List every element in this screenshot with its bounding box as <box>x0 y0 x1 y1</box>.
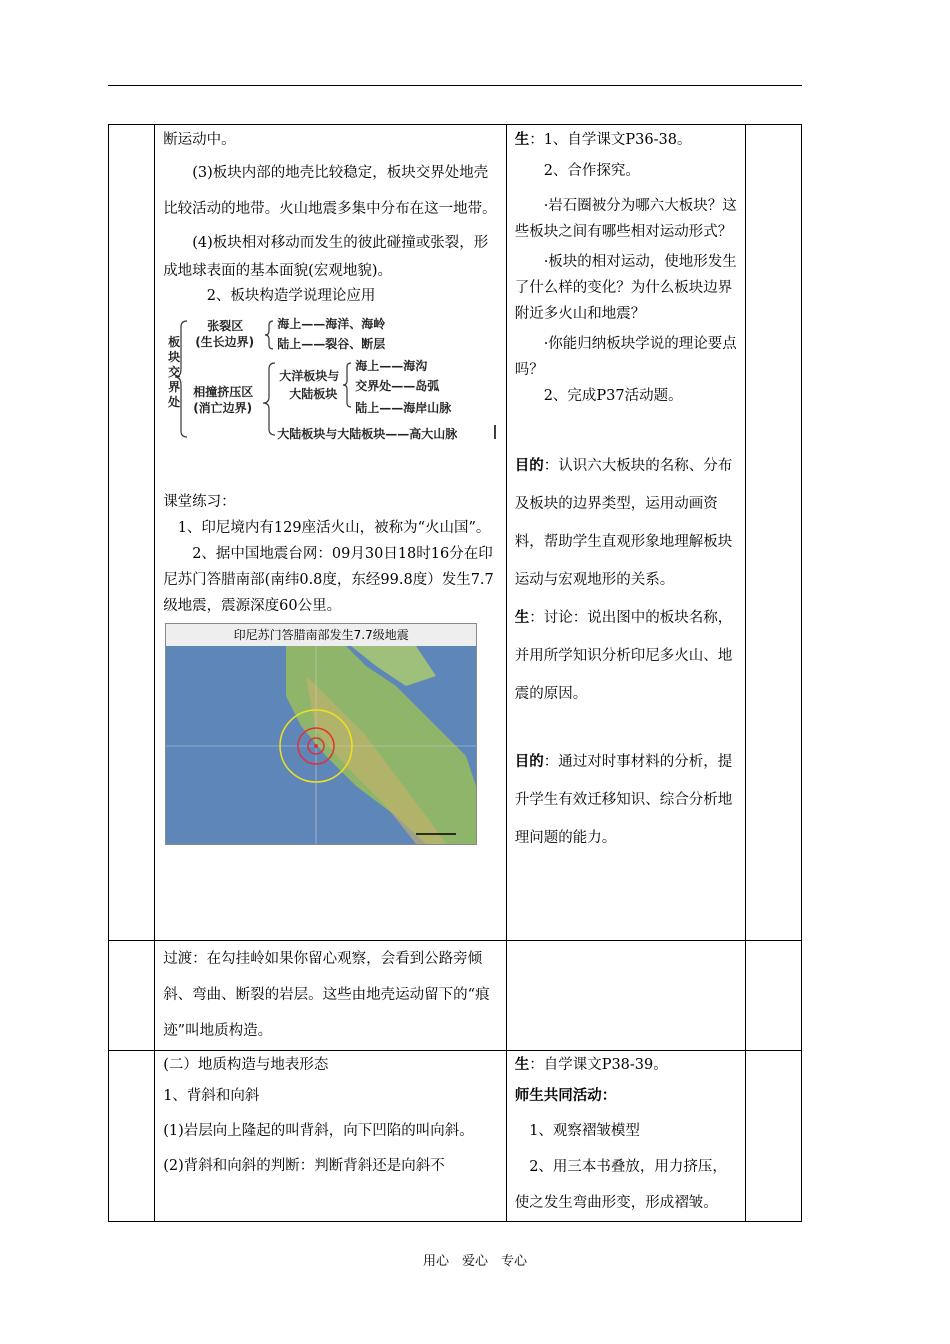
paragraph: ·你能归纳板块学说的理论要点吗？ <box>514 336 737 378</box>
empty-cell <box>506 941 745 1051</box>
paragraph: 断运动中。 <box>163 132 236 148</box>
empty-cell <box>745 941 801 1051</box>
paragraph: 1、观察褶皱模型 <box>529 1123 640 1139</box>
diagram-label: 陆上——海岸山脉 <box>355 401 452 415</box>
diagram-label: 大洋板块与 <box>279 369 340 383</box>
paragraph: 生：1、自学课文P36-38。 <box>514 132 692 148</box>
paragraph: 过渡：在勾挂岭如果你留心观察，会看到公路旁倾斜、弯曲、断裂的岩层。这些由地壳运动留下的“痕迹”叫地质构造。 <box>163 951 490 1039</box>
paragraph: (4)板块相对移动而发生的彼此碰撞或张裂，形成地球表面的基本面貌(宏观地貌)。 <box>163 235 489 279</box>
paragraph: 师生共同活动： <box>514 1088 617 1104</box>
diagram-zone2: 相撞挤压区 <box>193 385 254 399</box>
paragraph: 生：讨论：说出图中的板块名称，并用所学知识分析印尼多火山、地震的原因。 <box>514 610 733 702</box>
content-cell <box>155 1051 507 1222</box>
plate-boundary-diagram <box>165 313 505 443</box>
empty-cell <box>109 125 155 941</box>
table-row <box>109 1051 802 1222</box>
map-title: 印尼苏门答腊南部发生7.7级地震 <box>166 624 476 646</box>
paragraph: (2)背斜和向斜的判断：判断背斜还是向斜不 <box>163 1158 445 1174</box>
diagram-label: 海上——海沟 <box>355 359 428 373</box>
content-cell <box>155 941 507 1051</box>
paragraph: 2、据中国地震台网：09月30日18时16分在印尼苏门答腊南部(南纬0.8度，东经99.8度）发生7.7级地震，震源深度60公里。 <box>163 546 494 614</box>
paragraph: 2、用三本书叠放，用力挤压，使之发生弯曲形变，形成褶皱。 <box>514 1159 727 1211</box>
paragraph: 目的：通过对时事材料的分析，提升学生有效迁移知识、综合分析地理问题的能力。 <box>514 754 733 846</box>
diagram-zone2-sub: (消亡边界) <box>193 401 253 415</box>
empty-cell <box>745 125 801 941</box>
content-cell <box>155 125 507 941</box>
empty-cell <box>109 941 155 1051</box>
diagram-zone1-sub: (生长边界) <box>195 335 255 349</box>
paragraph: 课堂练习： <box>163 494 236 510</box>
header-rule <box>108 85 802 86</box>
paragraph: (二）地质构造与地表形态 <box>163 1057 329 1073</box>
activity-cell <box>506 1051 745 1222</box>
diagram-label: 大陆板块 <box>289 387 338 401</box>
empty-cell <box>745 1051 801 1222</box>
paragraph: 1、印尼境内有129座活火山，被称为“火山国”。 <box>177 520 491 536</box>
diagram-label: 大陆板块与大陆板块——高大山脉 <box>277 427 458 441</box>
diagram-label: 陆上——裂谷、断层 <box>277 337 386 351</box>
paragraph: 1、背斜和向斜 <box>163 1088 260 1104</box>
table-row <box>109 941 802 1051</box>
paragraph: (3)板块内部的地壳比较稳定，板块交界处地壳比较活动的地带。火山地震多集中分布在这一地带。 <box>163 165 497 217</box>
table-row <box>109 125 802 941</box>
paragraph: 2、板块构造学说理论应用 <box>206 288 376 304</box>
empty-cell <box>109 1051 155 1222</box>
paragraph: 2、合作探究。 <box>543 163 640 179</box>
map-graphic <box>166 646 476 844</box>
paragraph: (1)岩层向上隆起的叫背斜，向下凹陷的叫向斜。 <box>163 1123 474 1139</box>
paragraph: ·板块的相对运动，使地形发生了什么样的变化？为什么板块边界附近多火山和地震？ <box>514 254 737 322</box>
paragraph: ·岩石圈被分为哪六大板块？这些板块之间有哪些相对运动形式？ <box>514 198 737 240</box>
activity-cell <box>506 125 745 941</box>
earthquake-map <box>165 623 477 845</box>
page-footer: 用心 爱心 专心 <box>422 1254 527 1269</box>
diagram-root: 板块交界处 <box>168 335 181 409</box>
paragraph: 2、完成P37活动题。 <box>543 388 683 404</box>
diagram-label: 交界处——岛弧 <box>355 379 440 393</box>
diagram-zone1: 张裂区 <box>207 319 244 333</box>
paragraph: 生：自学课文P38-39。 <box>514 1057 668 1073</box>
diagram-label: 海上——海洋、海岭 <box>277 317 386 331</box>
lesson-table <box>108 124 802 1222</box>
paragraph: 目的：认识六大板块的名称、分布及板块的边界类型，运用动画资料，帮助学生直观形象地理解板块运动与宏观地形的关系。 <box>514 458 733 588</box>
